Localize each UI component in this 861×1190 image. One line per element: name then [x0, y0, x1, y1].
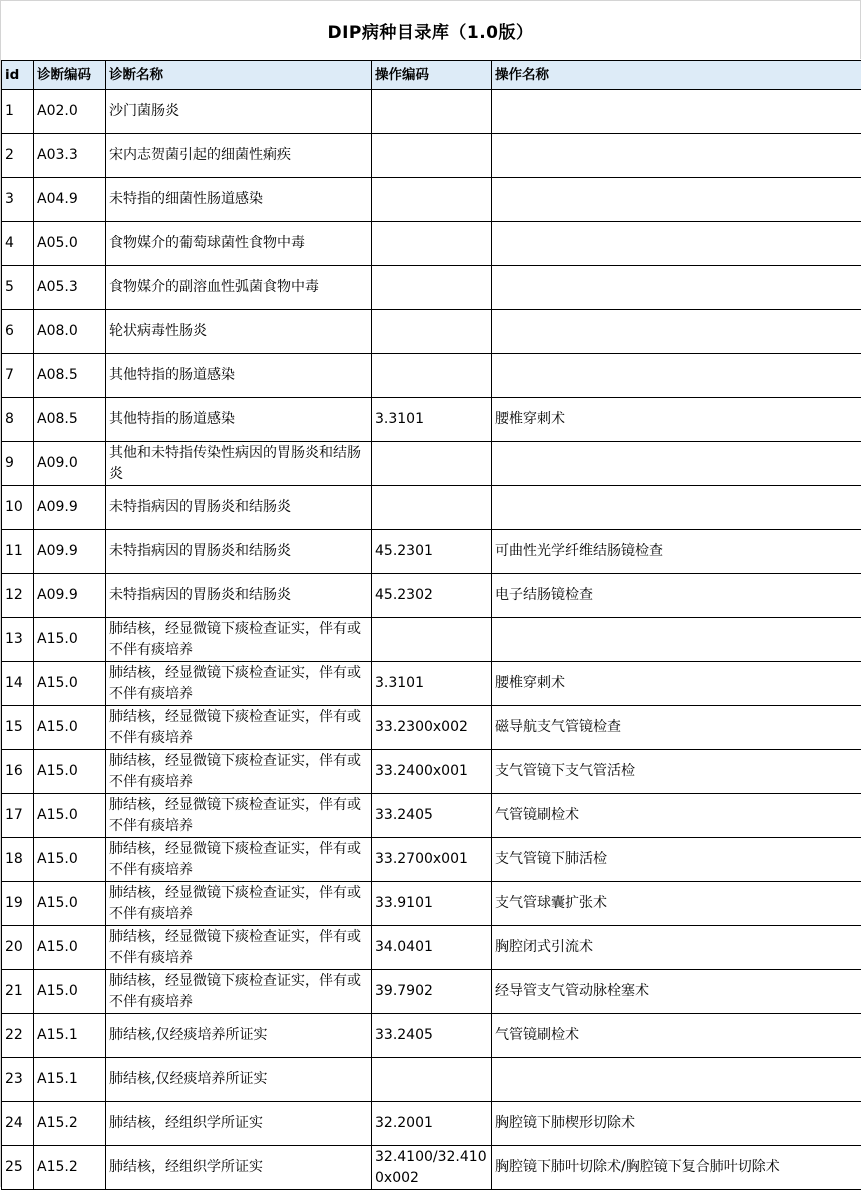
- cell-diagnosis-name[interactable]: 肺结核，经组织学所证实: [106, 1102, 372, 1146]
- cell-diagnosis-name[interactable]: 肺结核，经组织学所证实: [106, 1146, 372, 1190]
- cell-diagnosis-code[interactable]: A15.0: [34, 970, 106, 1014]
- cell-operation-name[interactable]: [492, 310, 861, 354]
- cell-id[interactable]: 1: [2, 90, 34, 134]
- cell-operation-code[interactable]: 33.2405: [372, 794, 492, 838]
- cell-diagnosis-name[interactable]: 其他和未特指传染性病因的胃肠炎和结肠炎: [106, 442, 372, 486]
- cell-diagnosis-code[interactable]: A15.0: [34, 618, 106, 662]
- header-operation-name[interactable]: 操作名称: [492, 61, 861, 90]
- table-row: [2, 618, 861, 662]
- cell-diagnosis-name[interactable]: 未特指的细菌性肠道感染: [106, 178, 372, 222]
- cell-operation-code[interactable]: 33.2300x002: [372, 706, 492, 750]
- cell-operation-name[interactable]: 腰椎穿刺术: [492, 398, 861, 442]
- cell-diagnosis-code[interactable]: A15.0: [34, 706, 106, 750]
- cell-operation-name[interactable]: [492, 266, 861, 310]
- cell-operation-name[interactable]: [492, 90, 861, 134]
- cell-id[interactable]: 8: [2, 398, 34, 442]
- cell-operation-code[interactable]: [372, 618, 492, 662]
- cell-operation-code[interactable]: 33.2400x001: [372, 750, 492, 794]
- cell-operation-code[interactable]: [372, 222, 492, 266]
- cell-diagnosis-name[interactable]: 肺结核，经显微镜下痰检查证实，伴有或不伴有痰培养: [106, 662, 372, 706]
- cell-id[interactable]: 6: [2, 310, 34, 354]
- cell-operation-code[interactable]: 32.2001: [372, 1102, 492, 1146]
- title-cell[interactable]: [1, 1, 861, 59]
- cell-operation-code[interactable]: 34.0401: [372, 926, 492, 970]
- table-row: [2, 1102, 861, 1146]
- cell-operation-name[interactable]: 电子结肠镜检查: [492, 574, 861, 618]
- cell-diagnosis-name[interactable]: 肺结核，经显微镜下痰检查证实，伴有或不伴有痰培养: [106, 794, 372, 838]
- cell-operation-name[interactable]: [492, 618, 861, 662]
- cell-operation-name[interactable]: 支气管镜下肺活检: [492, 838, 861, 882]
- cell-diagnosis-name[interactable]: 未特指病因的胃肠炎和结肠炎: [106, 574, 372, 618]
- cell-operation-code[interactable]: 3.3101: [372, 398, 492, 442]
- table-row: [2, 398, 861, 442]
- cell-diagnosis-code[interactable]: A05.3: [34, 266, 106, 310]
- cell-diagnosis-name[interactable]: 其他特指的肠道感染: [106, 354, 372, 398]
- cell-diagnosis-name[interactable]: 肺结核，经显微镜下痰检查证实，伴有或不伴有痰培养: [106, 706, 372, 750]
- table-row: [2, 222, 861, 266]
- cell-diagnosis-name[interactable]: 肺结核，经显微镜下痰检查证实，伴有或不伴有痰培养: [106, 838, 372, 882]
- cell-operation-code[interactable]: 33.2700x001: [372, 838, 492, 882]
- cell-diagnosis-code[interactable]: A09.9: [34, 486, 106, 530]
- cell-id[interactable]: 22: [2, 1014, 34, 1058]
- table-row: [2, 310, 861, 354]
- cell-diagnosis-name[interactable]: 肺结核，经显微镜下痰检查证实，伴有或不伴有痰培养: [106, 882, 372, 926]
- cell-operation-code[interactable]: [372, 266, 492, 310]
- dip-catalog-table: [1, 60, 861, 1190]
- cell-diagnosis-name[interactable]: 其他特指的肠道感染: [106, 398, 372, 442]
- cell-diagnosis-code[interactable]: A09.9: [34, 530, 106, 574]
- cell-operation-code[interactable]: 3.3101: [372, 662, 492, 706]
- table-row: [2, 662, 861, 706]
- table-row: [2, 486, 861, 530]
- table-row: [2, 794, 861, 838]
- cell-id[interactable]: 18: [2, 838, 34, 882]
- cell-diagnosis-name[interactable]: 肺结核,仅经痰培养所证实: [106, 1014, 372, 1058]
- cell-diagnosis-code[interactable]: A15.0: [34, 838, 106, 882]
- cell-id[interactable]: 12: [2, 574, 34, 618]
- cell-diagnosis-code[interactable]: A08.0: [34, 310, 106, 354]
- cell-diagnosis-code[interactable]: A09.9: [34, 574, 106, 618]
- cell-id[interactable]: 19: [2, 882, 34, 926]
- cell-operation-code[interactable]: 33.2405: [372, 1014, 492, 1058]
- cell-operation-name[interactable]: 胸腔闭式引流术: [492, 926, 861, 970]
- cell-diagnosis-code[interactable]: A05.0: [34, 222, 106, 266]
- cell-id[interactable]: 24: [2, 1102, 34, 1146]
- cell-diagnosis-code[interactable]: A15.0: [34, 750, 106, 794]
- cell-id[interactable]: 9: [2, 442, 34, 486]
- cell-id[interactable]: 3: [2, 178, 34, 222]
- cell-id[interactable]: 5: [2, 266, 34, 310]
- cell-operation-name[interactable]: [492, 442, 861, 486]
- cell-id[interactable]: 2: [2, 134, 34, 178]
- cell-operation-code[interactable]: [372, 1058, 492, 1102]
- cell-operation-code[interactable]: [372, 134, 492, 178]
- header-operation-code[interactable]: 操作编码: [372, 61, 492, 90]
- cell-id[interactable]: 23: [2, 1058, 34, 1102]
- table-row: [2, 1146, 861, 1190]
- cell-diagnosis-code[interactable]: A15.1: [34, 1014, 106, 1058]
- table-row: [2, 1058, 861, 1102]
- cell-operation-name[interactable]: [492, 354, 861, 398]
- cell-operation-name[interactable]: [492, 178, 861, 222]
- cell-operation-name[interactable]: 胸腔镜下肺叶切除术/胸腔镜下复合肺叶切除术: [492, 1146, 861, 1190]
- table-row: [2, 882, 861, 926]
- cell-operation-code[interactable]: [372, 486, 492, 530]
- cell-operation-code[interactable]: [372, 178, 492, 222]
- cell-diagnosis-code[interactable]: A15.0: [34, 662, 106, 706]
- cell-diagnosis-code[interactable]: A15.0: [34, 926, 106, 970]
- table-row: [2, 706, 861, 750]
- cell-diagnosis-name[interactable]: 肺结核，经显微镜下痰检查证实，伴有或不伴有痰培养: [106, 750, 372, 794]
- table-row: [2, 574, 861, 618]
- cell-operation-code[interactable]: 45.2302: [372, 574, 492, 618]
- cell-diagnosis-code[interactable]: A09.0: [34, 442, 106, 486]
- cell-diagnosis-code[interactable]: A15.2: [34, 1146, 106, 1190]
- cell-diagnosis-name[interactable]: 未特指病因的胃肠炎和结肠炎: [106, 530, 372, 574]
- cell-operation-name[interactable]: [492, 1058, 861, 1102]
- cell-operation-code[interactable]: 39.7902: [372, 970, 492, 1014]
- cell-id[interactable]: 11: [2, 530, 34, 574]
- cell-id[interactable]: 16: [2, 750, 34, 794]
- table-row: [2, 134, 861, 178]
- cell-diagnosis-name[interactable]: 肺结核，经显微镜下痰检查证实，伴有或不伴有痰培养: [106, 618, 372, 662]
- cell-diagnosis-name[interactable]: 轮状病毒性肠炎: [106, 310, 372, 354]
- cell-operation-name[interactable]: [492, 486, 861, 530]
- cell-operation-name[interactable]: 气管镜刷检术: [492, 1014, 861, 1058]
- header-diagnosis-code[interactable]: 诊断编码: [34, 61, 106, 90]
- cell-operation-code[interactable]: 45.2301: [372, 530, 492, 574]
- cell-id[interactable]: 20: [2, 926, 34, 970]
- cell-id[interactable]: 17: [2, 794, 34, 838]
- cell-diagnosis-code[interactable]: A03.3: [34, 134, 106, 178]
- header-id[interactable]: id: [2, 61, 34, 90]
- cell-operation-name[interactable]: 支气管镜下支气管活检: [492, 750, 861, 794]
- table-row: [2, 354, 861, 398]
- sheet-title: DIP病种目录库（1.0版）: [327, 18, 533, 43]
- table-row: [2, 838, 861, 882]
- cell-operation-name[interactable]: 腰椎穿刺术: [492, 662, 861, 706]
- cell-diagnosis-name[interactable]: 肺结核，经显微镜下痰检查证实，伴有或不伴有痰培养: [106, 926, 372, 970]
- table-row: [2, 90, 861, 134]
- cell-diagnosis-code[interactable]: A08.5: [34, 354, 106, 398]
- table-row: [2, 442, 861, 486]
- cell-diagnosis-name[interactable]: 宋内志贺菌引起的细菌性痢疾: [106, 134, 372, 178]
- cell-diagnosis-code[interactable]: A15.0: [34, 794, 106, 838]
- cell-operation-code[interactable]: 32.4100/32.4100x002: [372, 1146, 492, 1190]
- cell-diagnosis-name[interactable]: 食物媒介的葡萄球菌性食物中毒: [106, 222, 372, 266]
- cell-operation-name[interactable]: 磁导航支气管镜检查: [492, 706, 861, 750]
- table-row: [2, 1014, 861, 1058]
- cell-diagnosis-code[interactable]: A15.0: [34, 882, 106, 926]
- cell-diagnosis-name[interactable]: 肺结核,仅经痰培养所证实: [106, 1058, 372, 1102]
- cell-operation-code[interactable]: [372, 310, 492, 354]
- table-row: [2, 926, 861, 970]
- table-row: [2, 530, 861, 574]
- cell-diagnosis-code[interactable]: A15.2: [34, 1102, 106, 1146]
- cell-diagnosis-name[interactable]: 未特指病因的胃肠炎和结肠炎: [106, 486, 372, 530]
- cell-operation-name[interactable]: 气管镜刷检术: [492, 794, 861, 838]
- cell-operation-name[interactable]: [492, 222, 861, 266]
- table-row: [2, 266, 861, 310]
- cell-operation-name[interactable]: 可曲性光学纤维结肠镜检查: [492, 530, 861, 574]
- cell-id[interactable]: 13: [2, 618, 34, 662]
- cell-id[interactable]: 25: [2, 1146, 34, 1190]
- cell-id[interactable]: 7: [2, 354, 34, 398]
- cell-id[interactable]: 21: [2, 970, 34, 1014]
- table-row: [2, 970, 861, 1014]
- table-row: [2, 178, 861, 222]
- cell-diagnosis-code[interactable]: A08.5: [34, 398, 106, 442]
- cell-operation-name[interactable]: [492, 134, 861, 178]
- cell-id[interactable]: 14: [2, 662, 34, 706]
- header-diagnosis-name[interactable]: 诊断名称: [106, 61, 372, 90]
- cell-operation-code[interactable]: [372, 90, 492, 134]
- header-row: [2, 61, 861, 90]
- cell-id[interactable]: 15: [2, 706, 34, 750]
- cell-diagnosis-name[interactable]: 沙门菌肠炎: [106, 90, 372, 134]
- cell-operation-code[interactable]: [372, 354, 492, 398]
- cell-diagnosis-code[interactable]: A02.0: [34, 90, 106, 134]
- cell-operation-name[interactable]: 支气管球囊扩张术: [492, 882, 861, 926]
- cell-operation-name[interactable]: 胸腔镜下肺楔形切除术: [492, 1102, 861, 1146]
- cell-operation-code[interactable]: [372, 442, 492, 486]
- table-row: [2, 750, 861, 794]
- cell-diagnosis-name[interactable]: 肺结核，经显微镜下痰检查证实，伴有或不伴有痰培养: [106, 970, 372, 1014]
- cell-diagnosis-name[interactable]: 食物媒介的副溶血性弧菌食物中毒: [106, 266, 372, 310]
- cell-id[interactable]: 4: [2, 222, 34, 266]
- cell-diagnosis-code[interactable]: A15.1: [34, 1058, 106, 1102]
- cell-diagnosis-code[interactable]: A04.9: [34, 178, 106, 222]
- cell-operation-name[interactable]: 经导管支气管动脉栓塞术: [492, 970, 861, 1014]
- cell-id[interactable]: 10: [2, 486, 34, 530]
- cell-operation-code[interactable]: 33.9101: [372, 882, 492, 926]
